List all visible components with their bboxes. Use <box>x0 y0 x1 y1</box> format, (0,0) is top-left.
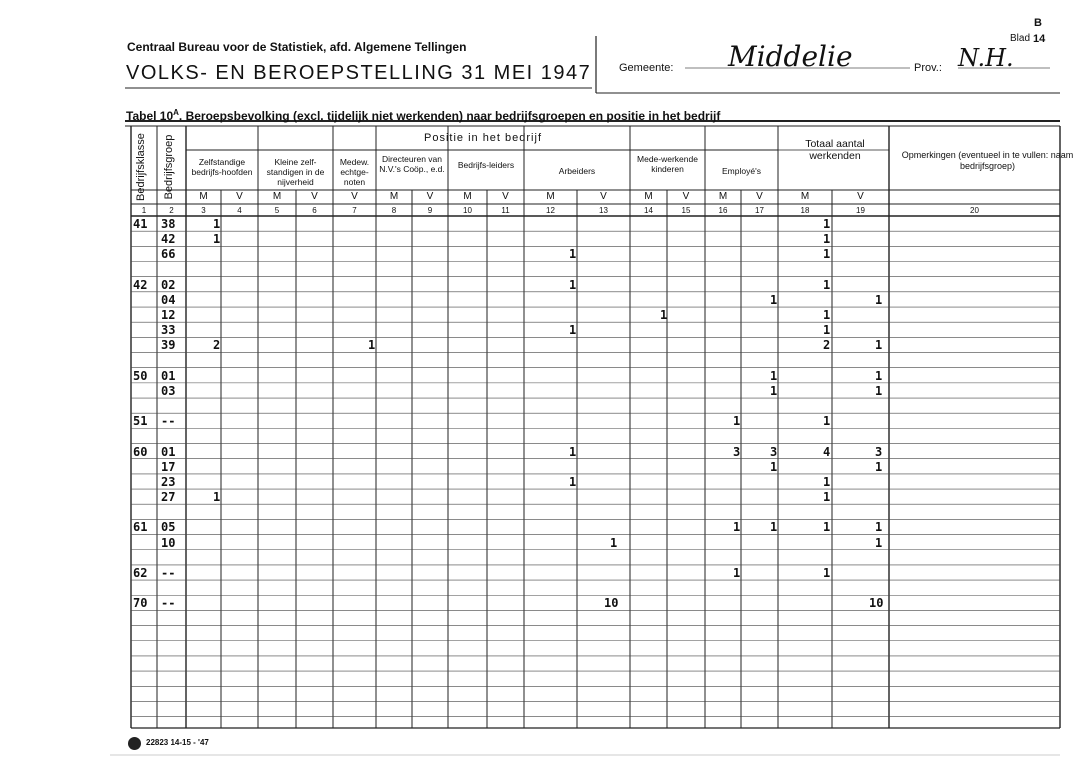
blad-label: Blad <box>1010 33 1031 44</box>
cell-c14: 1 <box>660 308 668 323</box>
sub-label: V <box>682 191 690 202</box>
group-kleine-zelfstandigen: Kleine zelf-standigen in de nijverheid <box>266 157 325 187</box>
column-number: 8 <box>391 206 397 215</box>
cell-groep: -- <box>161 596 176 611</box>
cell-c18: 4 <box>823 444 831 459</box>
cell-c18: 1 <box>823 277 831 292</box>
cell-c19: 1 <box>875 459 883 474</box>
cell-klasse: 62 <box>133 565 148 580</box>
cell-klasse: 41 <box>133 217 148 231</box>
cell-groep: 01 <box>161 368 176 383</box>
cell-c18: 1 <box>823 232 831 247</box>
sub-label: V <box>502 191 509 202</box>
gemeente-label: Gemeente: <box>619 62 674 74</box>
group-bedrijfsleiders: Bedrijfs-leiders <box>457 160 515 170</box>
cell-c18: 1 <box>823 565 831 580</box>
column-number: 20 <box>970 206 979 215</box>
group-directeuren: Directeuren van N.V.'s Coöp., e.d. <box>379 154 445 174</box>
sub-label: V <box>351 191 358 202</box>
prov-label: Prov.: <box>914 62 942 74</box>
column-number: 10 <box>463 206 472 215</box>
cell-groep: 42 <box>161 232 176 247</box>
column-number: 1 <box>141 206 147 215</box>
cell-groep: 38 <box>161 217 176 231</box>
group-opmerkingen: Opmerkingen (eventueel in te vullen: naam bedrijfsgroep) <box>901 150 1074 171</box>
column-number: 7 <box>352 206 357 215</box>
cell-c18: 2 <box>823 338 831 353</box>
positie-header: Positie in het bedrijf <box>424 132 542 144</box>
column-number: 4 <box>237 206 242 215</box>
column-number: 11 <box>501 206 510 215</box>
cell-klasse: 61 <box>133 520 148 535</box>
col-bedrijfsgroep-header: Bedrijfsgroep <box>163 134 175 200</box>
group-medewerkende-kinderen: Mede-werkende kinderen <box>637 154 698 174</box>
cell-c18: 1 <box>823 308 831 323</box>
column-number: 12 <box>546 206 555 215</box>
cell-c12: 1 <box>569 474 577 489</box>
group-zelfstandige: Zelfstandige bedrijfs-hoofden <box>191 157 253 177</box>
cell-c3: 2 <box>213 338 221 353</box>
cell-groep: 33 <box>161 323 176 338</box>
cell-groep: 02 <box>161 277 176 292</box>
census-title: VOLKS- EN BEROEPSTELLING 31 MEI 1947 <box>126 62 592 84</box>
group-employes: Employé's <box>722 166 761 176</box>
gemeente-value: Middelie <box>728 40 853 73</box>
cell-c13: 10 <box>604 596 619 611</box>
cell-c3: 1 <box>213 490 221 505</box>
cell-groep: 39 <box>161 338 176 353</box>
cell-c17: 1 <box>770 368 778 383</box>
blad-mark: B <box>1034 17 1042 29</box>
cell-c12: 1 <box>569 323 577 338</box>
cell-groep: 23 <box>161 474 176 489</box>
cell-c19: 3 <box>875 444 883 459</box>
prov-value: N.H. <box>958 44 1014 72</box>
sub-label: M <box>644 191 653 202</box>
cell-groep: -- <box>161 565 176 580</box>
cell-c16: 3 <box>733 444 741 459</box>
printer-code: 22823 14-15 - '47 <box>146 738 209 747</box>
column-number: 9 <box>427 206 433 215</box>
sub-label: M <box>800 191 810 202</box>
cell-groep: 66 <box>161 247 176 262</box>
cell-klasse: 60 <box>133 444 148 459</box>
cell-c7: 1 <box>368 338 376 353</box>
group-totaal: Totaal aantal werkenden <box>805 138 865 162</box>
column-number: 2 <box>169 206 174 215</box>
cell-groep: 03 <box>161 383 176 398</box>
cell-klasse: 51 <box>133 414 148 429</box>
blad-number: 14 <box>1033 33 1046 45</box>
cell-c16: 1 <box>733 414 741 429</box>
cell-c12: 1 <box>569 277 577 292</box>
sub-label: V <box>857 191 864 202</box>
cell-c19: 1 <box>875 535 883 550</box>
cell-c18: 1 <box>823 490 831 505</box>
cell-c19: 1 <box>875 292 883 307</box>
cell-c18: 1 <box>823 247 831 262</box>
cell-c18: 1 <box>823 323 831 338</box>
cell-c12: 1 <box>569 444 577 459</box>
cell-c17: 3 <box>770 444 778 459</box>
cell-groep: 12 <box>161 308 176 323</box>
cell-klasse: 42 <box>133 277 148 292</box>
sub-label: M <box>389 191 399 202</box>
cell-c18: 1 <box>823 414 831 429</box>
column-number: 15 <box>681 206 691 215</box>
cell-c18: 1 <box>823 474 831 489</box>
cell-c19: 10 <box>869 596 884 611</box>
cell-c16: 1 <box>733 520 741 535</box>
sub-label: M <box>718 191 728 202</box>
column-number: 5 <box>274 206 280 215</box>
cell-c18: 1 <box>823 520 831 535</box>
cell-c12: 1 <box>569 247 577 262</box>
sub-label: V <box>600 191 607 202</box>
cell-klasse: 70 <box>133 596 148 611</box>
cell-groep: 01 <box>161 444 176 459</box>
column-number: 3 <box>201 206 206 215</box>
cell-c16: 1 <box>733 565 741 580</box>
cell-c19: 1 <box>875 520 883 535</box>
column-number: 17 <box>755 206 764 215</box>
cell-c17: 1 <box>770 383 778 398</box>
cell-c17: 1 <box>770 292 778 307</box>
sub-label: M <box>463 191 472 202</box>
cell-c17: 1 <box>770 459 778 474</box>
cell-klasse: 50 <box>133 368 148 383</box>
cell-c17: 1 <box>770 520 778 535</box>
group-arbeiders: Arbeiders <box>558 166 596 176</box>
cell-groep: 10 <box>161 535 176 550</box>
sub-label: V <box>236 191 243 202</box>
cell-c18: 1 <box>823 217 831 231</box>
column-number: 14 <box>644 206 653 215</box>
col-bedrijfsklasse-header: Bedrijfsklasse <box>135 133 147 201</box>
sub-label: M <box>199 191 208 202</box>
table-title: Tabel $10^A$. Beroepsbevolking (excl. tijdelijk niet werkenden) naar bedrijfsgroepen en positie in het bedrijf <box>126 108 721 123</box>
group-medew-echtgenoten: Medew. echtge-noten <box>339 157 370 187</box>
cell-c19: 1 <box>875 383 883 398</box>
column-number: 13 <box>599 206 608 215</box>
sub-label: M <box>546 191 555 202</box>
column-number: 19 <box>856 206 865 215</box>
printer-logo <box>128 737 141 750</box>
bureau-line: Centraal Bureau voor de Statistiek, afd. Algemene Tellingen <box>127 40 467 54</box>
cell-c3: 1 <box>213 232 221 247</box>
cell-groep: 27 <box>161 490 176 505</box>
cell-groep: 17 <box>161 459 176 474</box>
column-number: 6 <box>312 206 317 215</box>
cell-c3: 1 <box>213 217 221 231</box>
sub-label: V <box>756 191 763 202</box>
cell-groep: 04 <box>161 292 176 307</box>
sub-label: V <box>426 191 434 202</box>
cell-c19: 1 <box>875 338 883 353</box>
cell-c13: 1 <box>610 535 618 550</box>
sub-label: M <box>272 191 282 202</box>
sub-label: V <box>311 191 318 202</box>
column-number: 16 <box>718 206 728 215</box>
cell-groep: 05 <box>161 520 176 535</box>
column-number: 18 <box>800 206 810 215</box>
cell-groep: -- <box>161 414 176 429</box>
cell-c19: 1 <box>875 368 883 383</box>
